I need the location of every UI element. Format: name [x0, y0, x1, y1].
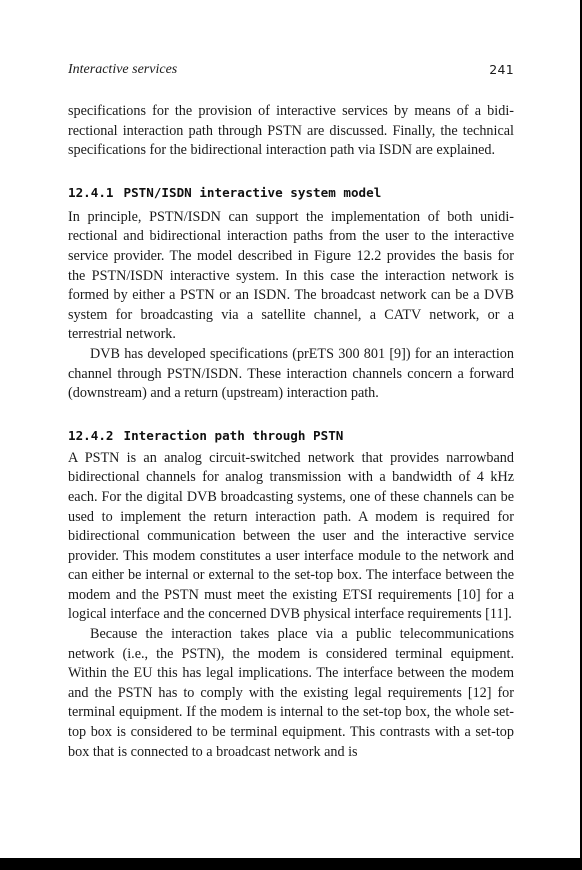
- intro-paragraph: specifications for the provision of interactive services by means of a bidirectional interaction path through PSTN are discussed. Finally, the technical specifications for the bidirectional interaction path via ISDN are explained.: [68, 103, 514, 159]
- section-2-paragraph-2: Because the interaction takes place via a public telecommunications network (i.e., the PSTN), the modem is considered terminal equipment. Within the EU this has legal implications. The interface between the modem and the PSTN has to comply with the existing legal requirements [12] for terminal equipment. If the modem is internal to the set-top box, the whole set-top box is considered to be terminal equipment. This contrasts with a set-top box that is connected to a broadcast network and is: [68, 626, 514, 760]
- section-title: PSTN/ISDN interactive system model: [123, 184, 382, 200]
- section-1-paragraph-1: In principle, PSTN/ISDN can support the implementation of both unidirectional and bidirectional interaction paths from the user to the interactive service provider. The model described in Figure 12.2 provides the basis for the PSTN/ISDN interactive system. In this case the interaction network is formed by either a PSTN or an ISDN. The broadcast network can be a DVB system for broadcasting via a satellite channel, a CATV network, or a terrestrial network.: [68, 208, 514, 343]
- page-number: 241: [489, 62, 514, 77]
- section-title: Interaction path through PSTN: [123, 427, 344, 443]
- bottom-black-bar: [0, 858, 582, 870]
- section-2-paragraph-1: A PSTN is an analog circuit-switched network that provides narrowband bidirectional channels for analog transmission with a bandwidth of 4 kHz each. For the digital DVB broadcasting systems, one of these channels can be used to implement the return interaction path. A modem is required for bidirectional communication between the user and the interactive service provider. This modem constitutes a user interface module to the network and can either be internal or external to the set-top box. The interface between the modem and the PSTN must meet the existing ETSI requirements [10] for a logical interface and the concerned DVB physical interface requirements [11].: [68, 449, 514, 623]
- section-1-paragraph-2: DVB has developed specifications (prETS 300 801 [9]) for an interaction channel through PSTN/ISDN. These interaction channels concern a forward (downstream) and a return (upstream) interaction path.: [68, 345, 514, 402]
- section-number: 12.4.2: [68, 427, 114, 443]
- section-number: 12.4.1: [68, 184, 114, 200]
- section-heading-12-4-2: [68, 426, 514, 445]
- running-head: [68, 62, 514, 82]
- section-heading-12-4-1: [68, 183, 514, 202]
- running-head-title: Interactive services: [68, 62, 178, 77]
- page-body: [68, 102, 514, 762]
